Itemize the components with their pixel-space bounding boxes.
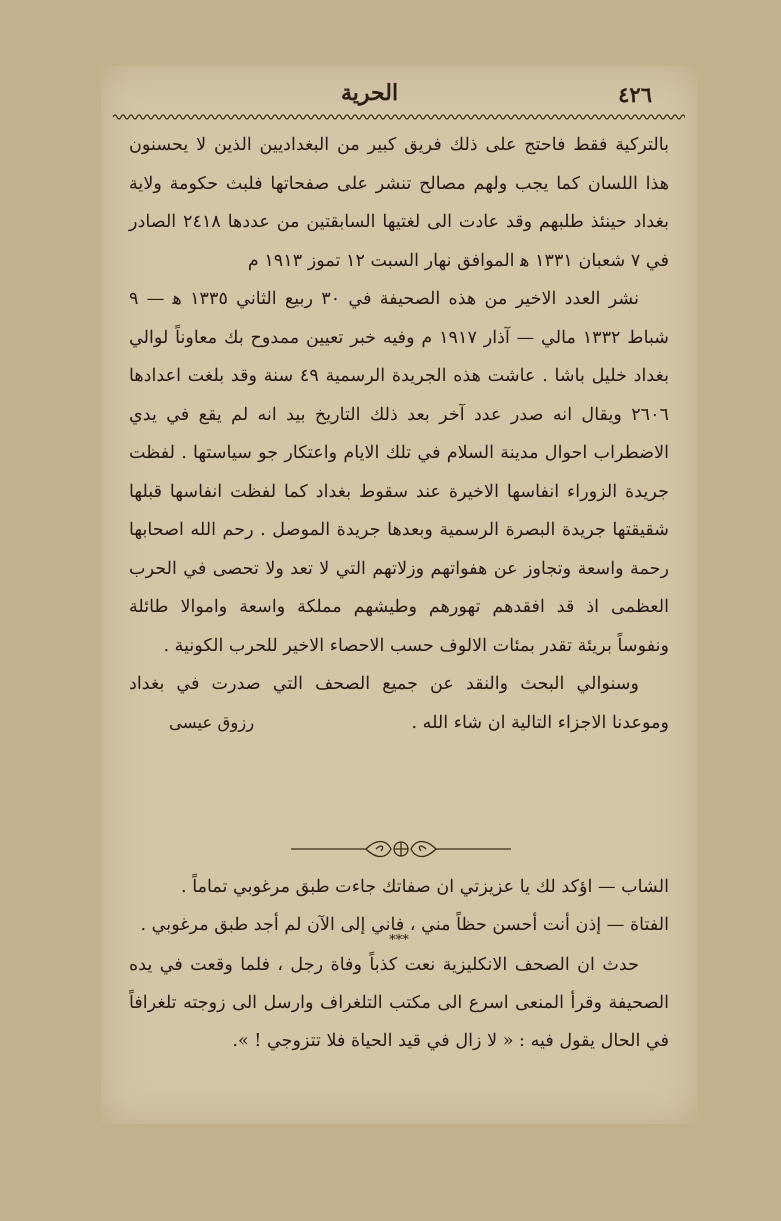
dialogue-line: الفتاة — إذن أنت أحسن حظاً مني ، فاني إلى الآن لم أجد طبق مرغوبي . <box>140 915 669 935</box>
article-paragraph: وسنوالي البحث والنقد عن جميع الصحف التي صدرت في بغداد وموعدنا الاجزاء التالية ان شاء الله . <box>129 674 669 733</box>
author-name: رزوق عيسى <box>169 713 255 732</box>
book-page <box>101 66 697 1124</box>
running-title: الحرية <box>341 80 399 106</box>
asterism-separator: *** <box>389 933 409 948</box>
wavy-rule <box>113 112 685 122</box>
closing-line <box>129 665 669 742</box>
article-paragraph: نشر العدد الاخير من هذه الصحيفة في ٣٠ ربيع الثاني ١٣٣٥ ﻫ — ٩ شباط ١٣٣٢ مالي — آذار ١٩١٧ م وفيه خبر تعيين ممدوح بك معاوناً لوالي بغداد خليل باشا . عاشت هذه الجريدة الرسمية ٤٩ سنة وقد بلغت اعدادها ٢٦٠٦ ويقال انه صدر عدد آخر بعد ذلك التاريخ بيد انه لم يقع في يدي الاضطراب احوال مدينة السلام في تلك الايام واعتكار جو سياستها . لفظت جريدة الزوراء انفاسها الاخيرة عند سقوط بغداد كما لفظت انفاسها قبلها شقيقتها جريدة البصرة الرسمية وبعدها جريدة الموصل . رحم الله اصحابها رحمة واسعة وتجاوز عن هفواتهم وزلاتهم التي لا تعد ولا تحصى في الحرب العظمى اذ قد افقدهم تهورهم وطيشهم مملكة واسعة واموالا طائلة ونفوساً بريئة تقدر بمئات الالوف حسب الاحصاء الاخير للحرب الكونية . <box>129 289 669 656</box>
dialogue-line: الشاب — اؤكد لك يا عزيزتي ان صفاتك جاءت طبق مرغوبي تماماً . <box>181 877 669 897</box>
ornamental-divider <box>281 834 521 864</box>
jokes-section <box>129 868 669 1060</box>
article-body <box>129 126 669 743</box>
anecdote-paragraph: حدث ان الصحف الانكليزية نعت كذباً وفاة رجل ، فلما وقعت في يده الصحيفة وقرأ المنعى اسرع الى مكتب التلغراف وارسل الى زوجته تلغرافاً في الحال يقول فيه : « لا زال في قيد الحياة فلا تتزوجي ! ». <box>129 955 669 1051</box>
page-header <box>101 74 697 114</box>
article-paragraph: بالتركية فقط فاحتج على ذلك فريق كبير من البغداديين الذين لا يحسنون هذا اللسان كما يجب ولهم مصالح تنشر على صفحاتها فلبث حكومة ولاية بغداد حينئذ طلبهم وقد عادت الى لغتيها السابقتين من عددها ٢٤١٨ الصادر في ٧ شعبان ١٣٣١ ﻫ الموافق نهار السبت ١٢ تموز ١٩١٣ م <box>129 135 669 271</box>
page-number: ٤٢٦ <box>618 82 652 107</box>
